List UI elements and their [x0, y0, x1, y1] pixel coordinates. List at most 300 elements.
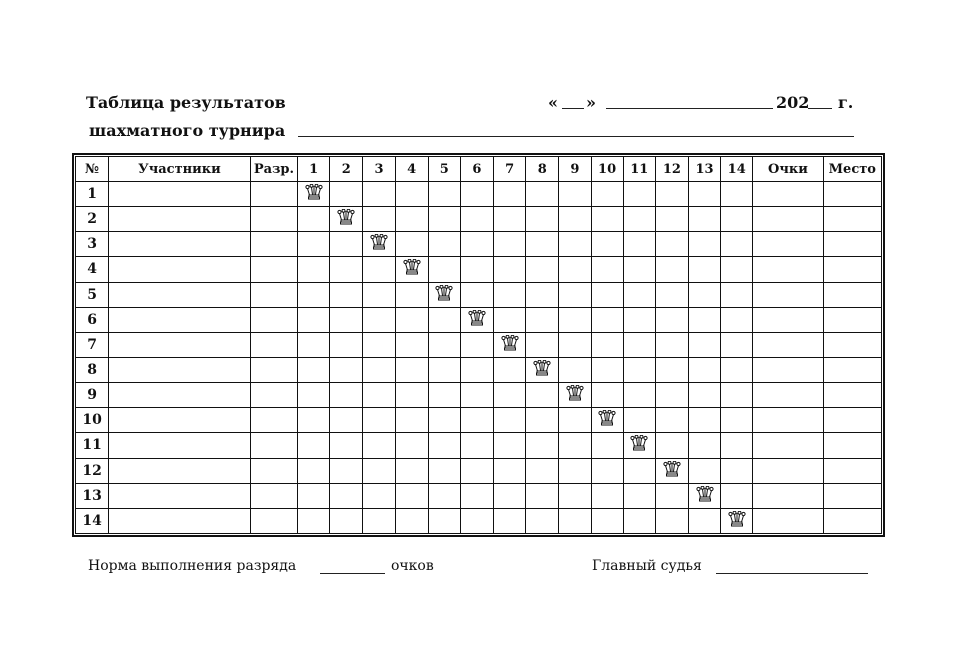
diagonal-cell: [494, 332, 526, 357]
result-cell[interactable]: [591, 232, 623, 257]
result-cell[interactable]: [591, 483, 623, 508]
result-cell[interactable]: [395, 433, 428, 458]
result-cell[interactable]: [428, 508, 460, 533]
diagonal-cell: [526, 357, 559, 382]
norm-field[interactable]: [320, 573, 385, 574]
result-cell[interactable]: [460, 332, 493, 357]
result-cell[interactable]: [559, 483, 591, 508]
result-cell[interactable]: [655, 182, 688, 207]
participant-cell[interactable]: [109, 207, 251, 232]
rank-cell[interactable]: [250, 458, 297, 483]
points-cell[interactable]: [753, 332, 823, 357]
result-cell[interactable]: [460, 483, 493, 508]
result-cell[interactable]: [591, 383, 623, 408]
participant-cell[interactable]: [109, 433, 251, 458]
result-cell[interactable]: [494, 207, 526, 232]
participant-cell[interactable]: [109, 508, 251, 533]
result-cell[interactable]: [526, 383, 559, 408]
result-cell[interactable]: [721, 282, 753, 307]
result-cell[interactable]: [688, 508, 720, 533]
date-day-field[interactable]: [562, 108, 584, 109]
result-cell[interactable]: [330, 257, 363, 282]
participant-cell[interactable]: [109, 383, 251, 408]
participant-cell[interactable]: [109, 307, 251, 332]
rank-cell[interactable]: [250, 357, 297, 382]
date-open-quote: «: [548, 93, 558, 112]
table-row: [76, 332, 882, 357]
result-cell[interactable]: [526, 483, 559, 508]
result-cell[interactable]: [428, 257, 460, 282]
norm-suffix: очков: [391, 558, 434, 574]
participant-cell[interactable]: [109, 408, 251, 433]
diagonal-cell: [688, 483, 720, 508]
result-cell[interactable]: [460, 182, 493, 207]
result-cell[interactable]: [428, 458, 460, 483]
col-header-round-12: 12: [655, 157, 688, 182]
col-header-round-5: 5: [428, 157, 460, 182]
col-header-round-11: 11: [623, 157, 655, 182]
result-cell[interactable]: [298, 458, 330, 483]
row-number: 1: [76, 182, 109, 207]
result-cell[interactable]: [721, 483, 753, 508]
result-cell[interactable]: [494, 257, 526, 282]
crown-icon: [630, 435, 648, 451]
result-cell[interactable]: [655, 307, 688, 332]
result-cell[interactable]: [395, 483, 428, 508]
result-cell[interactable]: [623, 383, 655, 408]
points-cell[interactable]: [753, 383, 823, 408]
col-header-round-2: 2: [330, 157, 363, 182]
result-cell[interactable]: [688, 307, 720, 332]
points-cell[interactable]: [753, 357, 823, 382]
result-cell[interactable]: [363, 307, 395, 332]
col-header-round-9: 9: [559, 157, 591, 182]
result-cell[interactable]: [330, 357, 363, 382]
result-cell[interactable]: [330, 307, 363, 332]
place-cell[interactable]: [823, 458, 881, 483]
result-cell[interactable]: [395, 307, 428, 332]
result-cell[interactable]: [526, 408, 559, 433]
result-cell[interactable]: [395, 282, 428, 307]
table-row: [76, 383, 882, 408]
norm-label: Норма выполнения разряда: [88, 558, 297, 574]
points-cell[interactable]: [753, 458, 823, 483]
diagonal-cell: [330, 207, 363, 232]
results-table: [75, 156, 882, 534]
result-cell[interactable]: [623, 257, 655, 282]
result-cell[interactable]: [363, 408, 395, 433]
result-cell[interactable]: [395, 458, 428, 483]
result-cell[interactable]: [330, 508, 363, 533]
result-cell[interactable]: [688, 182, 720, 207]
year-prefix: 202: [776, 93, 810, 112]
result-cell[interactable]: [655, 207, 688, 232]
crown-icon: [370, 234, 388, 250]
result-cell[interactable]: [363, 483, 395, 508]
result-cell[interactable]: [655, 408, 688, 433]
result-cell[interactable]: [428, 383, 460, 408]
col-header-points: Очки: [753, 157, 823, 182]
result-cell[interactable]: [655, 383, 688, 408]
result-cell[interactable]: [688, 433, 720, 458]
result-cell[interactable]: [494, 232, 526, 257]
result-cell[interactable]: [655, 357, 688, 382]
crown-icon: [566, 385, 584, 401]
result-cell[interactable]: [591, 307, 623, 332]
result-cell[interactable]: [559, 508, 591, 533]
result-cell[interactable]: [298, 307, 330, 332]
crown-icon: [501, 335, 519, 351]
result-cell[interactable]: [623, 282, 655, 307]
result-cell[interactable]: [623, 232, 655, 257]
result-cell[interactable]: [559, 257, 591, 282]
result-cell[interactable]: [428, 207, 460, 232]
result-cell[interactable]: [526, 257, 559, 282]
points-cell[interactable]: [753, 408, 823, 433]
result-cell[interactable]: [363, 182, 395, 207]
result-cell[interactable]: [330, 408, 363, 433]
place-cell[interactable]: [823, 282, 881, 307]
result-cell[interactable]: [559, 307, 591, 332]
row-number: 8: [76, 357, 109, 382]
result-cell[interactable]: [526, 307, 559, 332]
result-cell[interactable]: [460, 383, 493, 408]
result-cell[interactable]: [591, 458, 623, 483]
result-cell[interactable]: [494, 357, 526, 382]
result-cell[interactable]: [526, 332, 559, 357]
result-cell[interactable]: [688, 332, 720, 357]
result-cell[interactable]: [460, 508, 493, 533]
result-cell[interactable]: [494, 383, 526, 408]
row-number: 7: [76, 332, 109, 357]
date-close-quote: »: [586, 93, 596, 112]
result-cell[interactable]: [428, 433, 460, 458]
result-cell[interactable]: [655, 508, 688, 533]
result-cell[interactable]: [494, 433, 526, 458]
result-cell[interactable]: [688, 257, 720, 282]
result-cell[interactable]: [526, 207, 559, 232]
result-cell[interactable]: [591, 182, 623, 207]
col-header-round-10: 10: [591, 157, 623, 182]
result-cell[interactable]: [460, 408, 493, 433]
result-cell[interactable]: [655, 282, 688, 307]
result-cell[interactable]: [460, 282, 493, 307]
result-cell[interactable]: [559, 182, 591, 207]
points-cell[interactable]: [753, 182, 823, 207]
points-cell[interactable]: [753, 483, 823, 508]
row-number: 6: [76, 307, 109, 332]
date-month-field[interactable]: [606, 108, 773, 109]
diagonal-cell: [460, 307, 493, 332]
result-cell[interactable]: [721, 357, 753, 382]
result-cell[interactable]: [330, 232, 363, 257]
result-cell[interactable]: [395, 357, 428, 382]
result-cell[interactable]: [655, 257, 688, 282]
place-cell[interactable]: [823, 433, 881, 458]
place-cell[interactable]: [823, 357, 881, 382]
participant-cell[interactable]: [109, 182, 251, 207]
result-cell[interactable]: [428, 408, 460, 433]
result-cell[interactable]: [721, 257, 753, 282]
rank-cell[interactable]: [250, 182, 297, 207]
table-row: [76, 433, 882, 458]
result-cell[interactable]: [363, 207, 395, 232]
result-cell[interactable]: [721, 433, 753, 458]
rank-cell[interactable]: [250, 483, 297, 508]
result-cell[interactable]: [655, 232, 688, 257]
result-cell[interactable]: [623, 408, 655, 433]
result-cell[interactable]: [298, 257, 330, 282]
result-cell[interactable]: [591, 207, 623, 232]
col-header-round-4: 4: [395, 157, 428, 182]
rank-cell[interactable]: [250, 508, 297, 533]
crown-icon: [696, 486, 714, 502]
participant-cell[interactable]: [109, 232, 251, 257]
place-cell[interactable]: [823, 383, 881, 408]
participant-cell[interactable]: [109, 458, 251, 483]
table-row: [76, 232, 882, 257]
result-cell[interactable]: [363, 433, 395, 458]
points-cell[interactable]: [753, 508, 823, 533]
result-cell[interactable]: [623, 483, 655, 508]
points-cell[interactable]: [753, 282, 823, 307]
result-cell[interactable]: [395, 207, 428, 232]
rank-cell[interactable]: [250, 232, 297, 257]
date-year-field[interactable]: [808, 108, 832, 109]
participant-cell[interactable]: [109, 332, 251, 357]
col-header-place: Место: [823, 157, 881, 182]
result-cell[interactable]: [298, 232, 330, 257]
row-number: 4: [76, 257, 109, 282]
crown-icon: [598, 410, 616, 426]
points-cell[interactable]: [753, 307, 823, 332]
result-cell[interactable]: [559, 458, 591, 483]
result-cell[interactable]: [688, 357, 720, 382]
result-cell[interactable]: [721, 182, 753, 207]
result-cell[interactable]: [460, 257, 493, 282]
result-cell[interactable]: [298, 383, 330, 408]
result-cell[interactable]: [559, 357, 591, 382]
result-cell[interactable]: [591, 508, 623, 533]
result-cell[interactable]: [721, 408, 753, 433]
result-cell[interactable]: [330, 458, 363, 483]
result-cell[interactable]: [688, 458, 720, 483]
rank-cell[interactable]: [250, 282, 297, 307]
place-cell[interactable]: [823, 332, 881, 357]
result-cell[interactable]: [559, 207, 591, 232]
result-cell[interactable]: [395, 332, 428, 357]
result-cell[interactable]: [688, 383, 720, 408]
result-cell[interactable]: [428, 182, 460, 207]
result-cell[interactable]: [460, 207, 493, 232]
diagonal-cell: [428, 282, 460, 307]
result-cell[interactable]: [460, 433, 493, 458]
result-cell[interactable]: [688, 282, 720, 307]
result-cell[interactable]: [363, 257, 395, 282]
rank-cell[interactable]: [250, 408, 297, 433]
table-row: [76, 408, 882, 433]
result-cell[interactable]: [721, 207, 753, 232]
judge-label: Главный судья: [592, 558, 702, 574]
result-cell[interactable]: [655, 433, 688, 458]
col-header-rank: Разр.: [250, 157, 297, 182]
result-cell[interactable]: [395, 383, 428, 408]
result-cell[interactable]: [298, 207, 330, 232]
result-cell[interactable]: [591, 257, 623, 282]
result-cell[interactable]: [526, 182, 559, 207]
result-cell[interactable]: [330, 182, 363, 207]
result-cell[interactable]: [330, 383, 363, 408]
result-cell[interactable]: [623, 508, 655, 533]
result-cell[interactable]: [494, 458, 526, 483]
result-cell[interactable]: [428, 357, 460, 382]
result-cell[interactable]: [688, 408, 720, 433]
result-cell[interactable]: [655, 332, 688, 357]
participant-cell[interactable]: [109, 257, 251, 282]
rank-cell[interactable]: [250, 307, 297, 332]
result-cell[interactable]: [330, 282, 363, 307]
result-cell[interactable]: [591, 357, 623, 382]
rank-cell[interactable]: [250, 257, 297, 282]
participant-cell[interactable]: [109, 483, 251, 508]
result-cell[interactable]: [721, 332, 753, 357]
diagonal-cell: [559, 383, 591, 408]
table-row: [76, 282, 882, 307]
result-cell[interactable]: [428, 332, 460, 357]
result-cell[interactable]: [395, 408, 428, 433]
place-cell[interactable]: [823, 408, 881, 433]
result-cell[interactable]: [428, 232, 460, 257]
result-cell[interactable]: [494, 282, 526, 307]
result-cell[interactable]: [363, 282, 395, 307]
result-cell[interactable]: [623, 357, 655, 382]
crown-icon: [337, 209, 355, 225]
result-cell[interactable]: [298, 408, 330, 433]
result-cell[interactable]: [526, 433, 559, 458]
result-cell[interactable]: [559, 433, 591, 458]
place-cell[interactable]: [823, 182, 881, 207]
result-cell[interactable]: [460, 232, 493, 257]
table-row: [76, 357, 882, 382]
rank-cell[interactable]: [250, 207, 297, 232]
place-cell[interactable]: [823, 232, 881, 257]
result-cell[interactable]: [688, 232, 720, 257]
place-cell[interactable]: [823, 257, 881, 282]
result-cell[interactable]: [363, 357, 395, 382]
table-row: [76, 508, 882, 533]
result-cell[interactable]: [298, 508, 330, 533]
place-cell[interactable]: [823, 307, 881, 332]
result-cell[interactable]: [460, 458, 493, 483]
points-cell[interactable]: [753, 232, 823, 257]
points-cell[interactable]: [753, 257, 823, 282]
tournament-name-field[interactable]: [298, 136, 854, 137]
result-cell[interactable]: [623, 182, 655, 207]
result-cell[interactable]: [494, 307, 526, 332]
rank-cell[interactable]: [250, 383, 297, 408]
result-cell[interactable]: [298, 483, 330, 508]
result-cell[interactable]: [655, 483, 688, 508]
rank-cell[interactable]: [250, 433, 297, 458]
result-cell[interactable]: [526, 458, 559, 483]
table-row: [76, 257, 882, 282]
result-cell[interactable]: [298, 433, 330, 458]
result-cell[interactable]: [623, 307, 655, 332]
result-cell[interactable]: [559, 408, 591, 433]
result-cell[interactable]: [688, 207, 720, 232]
result-cell[interactable]: [330, 332, 363, 357]
table-row: [76, 182, 882, 207]
result-cell[interactable]: [559, 332, 591, 357]
col-header-round-14: 14: [721, 157, 753, 182]
row-number: 10: [76, 408, 109, 433]
place-cell[interactable]: [823, 483, 881, 508]
result-cell[interactable]: [363, 508, 395, 533]
result-cell[interactable]: [721, 383, 753, 408]
result-cell[interactable]: [623, 458, 655, 483]
result-cell[interactable]: [559, 232, 591, 257]
row-number: 3: [76, 232, 109, 257]
result-cell[interactable]: [298, 357, 330, 382]
result-cell[interactable]: [494, 483, 526, 508]
participant-cell[interactable]: [109, 282, 251, 307]
result-cell[interactable]: [363, 458, 395, 483]
points-cell[interactable]: [753, 433, 823, 458]
result-cell[interactable]: [363, 383, 395, 408]
result-cell[interactable]: [721, 232, 753, 257]
result-cell[interactable]: [428, 483, 460, 508]
result-cell[interactable]: [330, 433, 363, 458]
result-cell[interactable]: [526, 508, 559, 533]
result-cell[interactable]: [591, 332, 623, 357]
result-cell[interactable]: [494, 508, 526, 533]
diagonal-cell: [395, 257, 428, 282]
judge-field[interactable]: [716, 573, 868, 574]
result-cell[interactable]: [526, 232, 559, 257]
result-cell[interactable]: [395, 232, 428, 257]
result-cell[interactable]: [721, 458, 753, 483]
col-header-round-7: 7: [494, 157, 526, 182]
result-cell[interactable]: [494, 182, 526, 207]
result-cell[interactable]: [298, 282, 330, 307]
result-cell[interactable]: [363, 332, 395, 357]
result-cell[interactable]: [591, 282, 623, 307]
points-cell[interactable]: [753, 207, 823, 232]
result-cell[interactable]: [395, 508, 428, 533]
result-cell[interactable]: [330, 483, 363, 508]
participant-cell[interactable]: [109, 357, 251, 382]
result-cell[interactable]: [494, 408, 526, 433]
result-cell[interactable]: [623, 332, 655, 357]
result-cell[interactable]: [721, 307, 753, 332]
crown-icon: [305, 184, 323, 200]
row-number: 9: [76, 383, 109, 408]
place-cell[interactable]: [823, 508, 881, 533]
year-suffix: г.: [838, 93, 854, 112]
place-cell[interactable]: [823, 207, 881, 232]
result-cell[interactable]: [591, 433, 623, 458]
rank-cell[interactable]: [250, 332, 297, 357]
result-cell[interactable]: [395, 182, 428, 207]
result-cell[interactable]: [428, 307, 460, 332]
result-cell[interactable]: [623, 207, 655, 232]
result-cell[interactable]: [526, 282, 559, 307]
diagonal-cell: [298, 182, 330, 207]
result-cell[interactable]: [559, 282, 591, 307]
row-number: 14: [76, 508, 109, 533]
result-cell[interactable]: [298, 332, 330, 357]
result-cell[interactable]: [460, 357, 493, 382]
